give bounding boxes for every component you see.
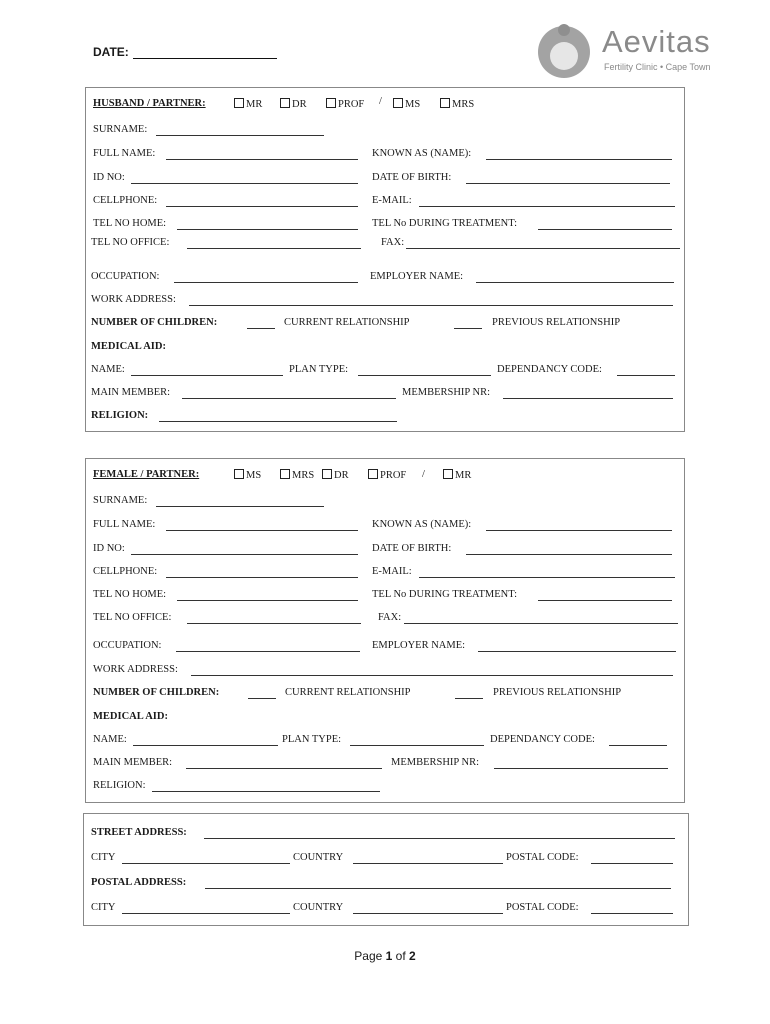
husband-main-member-label: MAIN MEMBER:: [91, 387, 171, 398]
address-section: [83, 813, 689, 926]
logo-emblem-icon: [538, 26, 590, 78]
female-plan-type-label: PLAN TYPE:: [282, 734, 342, 745]
female-surname-field[interactable]: [156, 506, 324, 507]
checkbox-icon: [322, 469, 332, 479]
option-label: MS: [405, 99, 421, 110]
female-section-title: FEMALE / PARTNER:: [93, 469, 200, 480]
option-label: DR: [292, 99, 307, 110]
female-title-option-prof[interactable]: [368, 469, 406, 481]
female-full-name-field[interactable]: [166, 530, 358, 531]
husband-tel-office-field[interactable]: [187, 248, 361, 249]
logo-emblem-dot: [558, 24, 570, 36]
option-label: MRS: [452, 99, 475, 110]
checkbox-icon: [393, 98, 403, 108]
husband-religion-label: RELIGION:: [91, 410, 149, 421]
female-medical-aid-heading: MEDICAL AID:: [93, 711, 168, 722]
husband-membership-label: MEMBERSHIP NR:: [402, 387, 491, 398]
husband-id-label: ID NO:: [93, 172, 125, 183]
husband-title-option-mr[interactable]: [234, 98, 262, 110]
husband-full-name-label: FULL NAME:: [93, 148, 156, 159]
husband-children-previous-field[interactable]: [454, 328, 482, 329]
husband-tel-office-label: TEL NO OFFICE:: [91, 237, 170, 248]
street-address-label: STREET ADDRESS:: [91, 827, 187, 838]
date-field[interactable]: [133, 58, 277, 59]
female-cellphone-label: CELLPHONE:: [93, 566, 158, 577]
husband-email-label: E-MAIL:: [372, 195, 412, 206]
husband-email-field[interactable]: [419, 206, 675, 207]
female-email-field[interactable]: [419, 577, 675, 578]
female-work-address-field[interactable]: [191, 675, 673, 676]
husband-id-field[interactable]: [131, 183, 358, 184]
husband-known-as-label: KNOWN AS (NAME):: [372, 148, 472, 159]
checkbox-icon: [326, 98, 336, 108]
female-previous-rel-label: PREVIOUS RELATIONSHIP: [493, 687, 622, 698]
female-dob-field[interactable]: [466, 554, 672, 555]
female-tel-office-label: TEL NO OFFICE:: [93, 612, 172, 623]
husband-dob-field[interactable]: [466, 183, 670, 184]
female-work-address-label: WORK ADDRESS:: [93, 664, 178, 675]
female-title-option-ms[interactable]: [234, 469, 261, 481]
female-occupation-field[interactable]: [176, 651, 360, 652]
page-word: Page: [354, 949, 383, 963]
female-children-label: NUMBER OF CHILDREN:: [93, 687, 220, 698]
checkbox-icon: [234, 469, 244, 479]
female-full-name-label: FULL NAME:: [93, 519, 156, 530]
female-religion-label: RELIGION:: [93, 780, 146, 791]
husband-title-option-mrs[interactable]: [440, 98, 474, 110]
option-label: PROF: [338, 99, 365, 110]
husband-partner-section: [85, 87, 685, 432]
husband-tel-treatment-label: TEL No DURING TREATMENT:: [372, 218, 518, 229]
option-label: DR: [334, 470, 349, 481]
husband-title-option-prof[interactable]: [326, 98, 364, 110]
husband-work-address-field[interactable]: [189, 305, 673, 306]
country-2-label: COUNTRY: [293, 902, 344, 913]
female-children-previous-field[interactable]: [455, 698, 483, 699]
female-employer-field[interactable]: [478, 651, 676, 652]
postal-address-field[interactable]: [205, 888, 671, 889]
husband-surname-field[interactable]: [156, 135, 324, 136]
postal-code-2-field[interactable]: [591, 913, 673, 914]
husband-children-current-field[interactable]: [247, 328, 275, 329]
page-total: 2: [409, 949, 416, 963]
husband-dependancy-label: DEPENDANCY CODE:: [497, 364, 602, 375]
husband-dependancy-field[interactable]: [617, 375, 675, 376]
female-dob-label: DATE OF BIRTH:: [372, 543, 452, 554]
female-tel-home-label: TEL NO HOME:: [93, 589, 167, 600]
husband-section-title: HUSBAND / PARTNER:: [93, 98, 206, 109]
postal-address-label: POSTAL ADDRESS:: [91, 877, 187, 888]
option-label: MRS: [292, 470, 315, 481]
page-current: 1: [385, 949, 393, 963]
husband-previous-rel-label: PREVIOUS RELATIONSHIP: [492, 317, 621, 328]
city-2-field[interactable]: [122, 913, 290, 914]
title-slash: /: [379, 96, 382, 107]
female-id-label: ID NO:: [93, 543, 125, 554]
female-plan-type-field[interactable]: [350, 745, 484, 746]
country-field[interactable]: [353, 863, 503, 864]
husband-current-rel-label: CURRENT RELATIONSHIP: [284, 317, 410, 328]
husband-cellphone-label: CELLPHONE:: [93, 195, 158, 206]
husband-med-name-field[interactable]: [131, 375, 283, 376]
husband-employer-field[interactable]: [476, 282, 674, 283]
female-occupation-label: OCCUPATION:: [93, 640, 162, 651]
husband-employer-label: EMPLOYER NAME:: [370, 271, 464, 282]
female-surname-label: SURNAME:: [93, 495, 148, 506]
city-field[interactable]: [122, 863, 290, 864]
female-membership-field[interactable]: [494, 768, 668, 769]
husband-fax-label: FAX:: [381, 237, 405, 248]
husband-occupation-label: OCCUPATION:: [91, 271, 160, 282]
postal-code-2-label: POSTAL CODE:: [506, 902, 579, 913]
postal-code-label: POSTAL CODE:: [506, 852, 579, 863]
female-religion-field[interactable]: [152, 791, 380, 792]
female-tel-treatment-field[interactable]: [538, 600, 672, 601]
husband-dob-label: DATE OF BIRTH:: [372, 172, 452, 183]
female-employer-label: EMPLOYER NAME:: [372, 640, 466, 651]
female-med-name-label: NAME:: [93, 734, 127, 745]
street-address-field[interactable]: [204, 838, 675, 839]
husband-tel-home-field[interactable]: [177, 229, 358, 230]
husband-plan-type-label: PLAN TYPE:: [289, 364, 349, 375]
female-children-current-field[interactable]: [248, 698, 276, 699]
female-current-rel-label: CURRENT RELATIONSHIP: [285, 687, 411, 698]
option-label: MR: [455, 470, 472, 481]
husband-religion-field[interactable]: [159, 421, 397, 422]
option-label: MR: [246, 99, 263, 110]
female-med-name-field[interactable]: [133, 745, 278, 746]
city-2-label: CITY: [91, 902, 116, 913]
husband-plan-type-field[interactable]: [358, 375, 491, 376]
female-membership-label: MEMBERSHIP NR:: [391, 757, 480, 768]
husband-occupation-field[interactable]: [174, 282, 358, 283]
date-label: DATE:: [93, 45, 129, 59]
female-id-field[interactable]: [131, 554, 358, 555]
female-partner-section: [85, 458, 685, 803]
female-known-as-field[interactable]: [486, 530, 672, 531]
logo-emblem-inner: [550, 42, 578, 70]
checkbox-icon: [280, 469, 290, 479]
husband-title-option-dr[interactable]: [280, 98, 307, 110]
country-label: COUNTRY: [293, 852, 344, 863]
husband-fax-field[interactable]: [406, 248, 680, 249]
husband-surname-label: SURNAME:: [93, 124, 148, 135]
female-dependancy-field[interactable]: [609, 745, 667, 746]
checkbox-icon: [234, 98, 244, 108]
checkbox-icon: [440, 98, 450, 108]
logo-subtitle: Fertility Clinic • Cape Town: [604, 62, 711, 72]
female-title-option-mr[interactable]: [443, 469, 471, 481]
husband-main-member-field[interactable]: [182, 398, 396, 399]
option-label: MS: [246, 470, 262, 481]
female-tel-treatment-label: TEL No DURING TREATMENT:: [372, 589, 518, 600]
husband-children-label: NUMBER OF CHILDREN:: [91, 317, 218, 328]
logo-name: Aevitas: [602, 24, 711, 59]
husband-med-name-label: NAME:: [91, 364, 125, 375]
checkbox-icon: [443, 469, 453, 479]
female-tel-office-field[interactable]: [187, 623, 361, 624]
postal-code-field[interactable]: [591, 863, 673, 864]
husband-medical-aid-heading: MEDICAL AID:: [91, 341, 166, 352]
of-word: of: [395, 949, 406, 963]
husband-cellphone-field[interactable]: [166, 206, 358, 207]
female-main-member-label: MAIN MEMBER:: [93, 757, 173, 768]
husband-work-address-label: WORK ADDRESS:: [91, 294, 176, 305]
title-slash: /: [422, 469, 425, 480]
option-label: PROF: [380, 470, 407, 481]
female-main-member-field[interactable]: [186, 768, 382, 769]
husband-title-option-ms[interactable]: [393, 98, 420, 110]
husband-tel-treatment-field[interactable]: [538, 229, 672, 230]
city-label: CITY: [91, 852, 116, 863]
husband-full-name-field[interactable]: [166, 159, 358, 160]
page-number: [0, 949, 770, 963]
female-tel-home-field[interactable]: [177, 600, 358, 601]
female-dependancy-label: DEPENDANCY CODE:: [490, 734, 595, 745]
checkbox-icon: [280, 98, 290, 108]
clinic-logo: [538, 22, 728, 82]
female-cellphone-field[interactable]: [166, 577, 358, 578]
female-title-option-dr[interactable]: [322, 469, 349, 481]
female-fax-label: FAX:: [378, 612, 402, 623]
female-known-as-label: KNOWN AS (NAME):: [372, 519, 472, 530]
female-fax-field[interactable]: [404, 623, 678, 624]
husband-tel-home-label: TEL NO HOME:: [93, 218, 167, 229]
female-email-label: E-MAIL:: [372, 566, 412, 577]
country-2-field[interactable]: [353, 913, 503, 914]
female-title-option-mrs[interactable]: [280, 469, 314, 481]
checkbox-icon: [368, 469, 378, 479]
husband-known-as-field[interactable]: [486, 159, 672, 160]
husband-membership-field[interactable]: [503, 398, 673, 399]
